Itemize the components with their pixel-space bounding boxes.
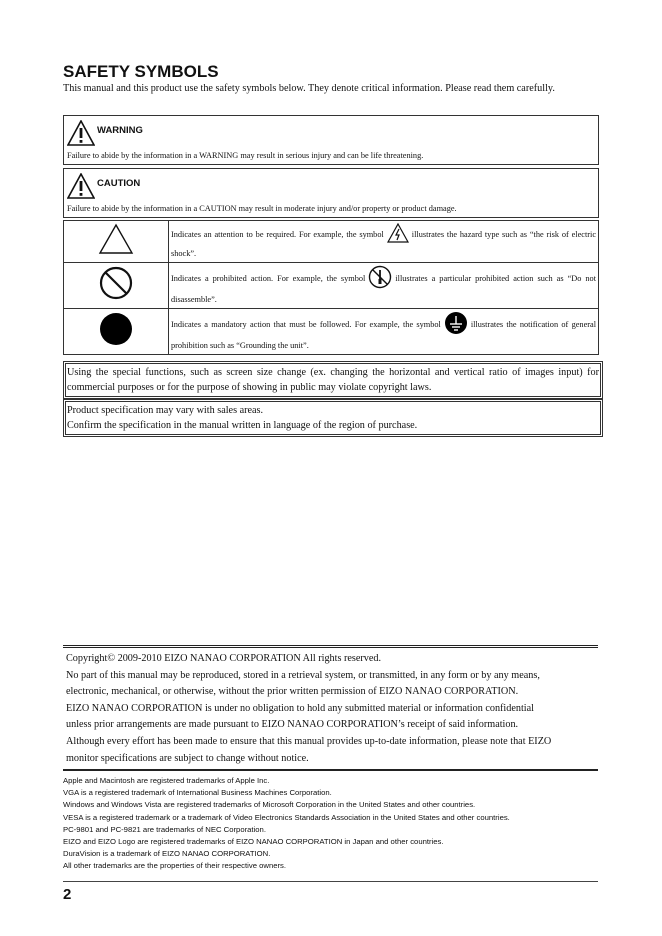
symbol-cell bbox=[64, 309, 169, 355]
symbol-description-text: illustrates a particular prohibited action such as “Do not disassemble”. bbox=[171, 273, 597, 304]
intro-text: This manual and this product use the safety symbols below. They denote critical information. Please read them carefully. bbox=[63, 83, 555, 94]
trademark-item: PC-9801 and PC-9821 are trademarks of NEC Corporation. bbox=[63, 824, 266, 834]
symbol-row-prohibited bbox=[64, 263, 599, 309]
caution-text: Failure to abide by the information in a CAUTION may result in moderate injury and/or property or product damage. bbox=[67, 204, 457, 213]
warning-text: Failure to abide by the information in a WARNING may result in serious injury and can be life threatening. bbox=[67, 151, 424, 160]
symbol-description-text: Indicates a mandatory action that must be followed. For example, the symbol bbox=[171, 319, 441, 329]
footer-divider bbox=[63, 881, 598, 882]
grounding-icon bbox=[444, 311, 468, 339]
warning-label: WARNING bbox=[97, 125, 143, 136]
attention-triangle-icon bbox=[98, 223, 134, 255]
spec-line-1: Product specification may vary with sales areas. bbox=[67, 405, 264, 416]
copyright-line: EIZO NANAO CORPORATION is under no obligation to hold any submitted material or information confidential bbox=[66, 702, 534, 714]
prohibited-circle-icon bbox=[98, 265, 134, 301]
copyright-line: unless prior arrangements are made pursuant to EIZO NANAO CORPORATION’s receipt of said information. bbox=[66, 719, 519, 731]
symbol-description-text: Indicates a prohibited action. For example, the symbol bbox=[171, 273, 366, 283]
symbols-table bbox=[63, 220, 599, 355]
symbol-description bbox=[169, 221, 599, 263]
caution-triangle-icon bbox=[67, 173, 95, 199]
copyright-line: electronic, mechanical, or otherwise, without the prior written permission of EIZO NANAO CORPORATION. bbox=[66, 686, 519, 698]
symbol-cell bbox=[64, 263, 169, 309]
copyright-line: Copyright© 2009-2010 EIZO NANAO CORPORATION All rights reserved. bbox=[66, 653, 382, 664]
trademark-item: All other trademarks are the properties of their respective owners. bbox=[63, 861, 287, 871]
symbol-row-attention bbox=[64, 221, 599, 263]
trademark-item: EIZO and EIZO Logo are registered trademarks of EIZO NANAO CORPORATION in Japan and other countries. bbox=[63, 837, 444, 847]
spec-line-2: Confirm the specification in the manual written in language of the region of purchase. bbox=[67, 420, 418, 431]
symbol-description-text: illustrates the notification of general prohibition such as “Grounding the unit”. bbox=[171, 319, 596, 350]
page-title: SAFETY SYMBOLS bbox=[63, 62, 219, 81]
mandatory-circle-icon bbox=[98, 311, 134, 347]
do-not-disassemble-icon bbox=[368, 265, 392, 293]
copyright-line: monitor specifications are subject to change without notice. bbox=[66, 752, 309, 764]
warning-triangle-icon bbox=[67, 120, 95, 146]
electric-shock-icon bbox=[387, 223, 409, 247]
warning-box bbox=[63, 115, 599, 165]
specification-notice bbox=[63, 399, 603, 437]
caution-box bbox=[63, 168, 599, 218]
symbol-cell bbox=[64, 221, 169, 263]
symbol-description bbox=[169, 309, 599, 355]
trademark-item: Apple and Macintosh are registered trademarks of Apple Inc. bbox=[63, 776, 270, 785]
copyright-block bbox=[63, 645, 598, 771]
symbol-description-text: Indicates an attention to be required. For example, the symbol bbox=[171, 229, 384, 239]
symbol-description-text: illustrates the hazard type such as “the risk of electric shock”. bbox=[171, 229, 596, 258]
caution-label: CAUTION bbox=[97, 178, 141, 189]
copyright-law-notice bbox=[63, 361, 603, 399]
trademark-item: DuraVision is a trademark of EIZO NANAO CORPORATION. bbox=[63, 849, 271, 859]
page-number: 2 bbox=[63, 886, 72, 903]
copyright-line: No part of this manual may be reproduced, stored in a retrieval system, or transmitted, in any form or by any means, bbox=[66, 669, 540, 681]
copyright-line: Although every effort has been made to ensure that this manual provides up-to-date information, please note that EIZO bbox=[66, 735, 552, 747]
trademark-item: VESA is a registered trademark or a trademark of Video Electronics Standards Association in the United States and other countries. bbox=[63, 812, 510, 822]
symbol-description bbox=[169, 263, 599, 309]
symbol-row-mandatory bbox=[64, 309, 599, 355]
trademarks-list bbox=[63, 775, 510, 873]
trademark-item: VGA is a registered trademark of International Business Machines Corporation. bbox=[63, 788, 332, 798]
trademark-item: Windows and Windows Vista are registered trademarks of Microsoft Corporation in the United States and other countries. bbox=[63, 800, 476, 810]
copyright-law-text: Using the special functions, such as screen size change (ex. changing the horizontal and vertical ratio of images input) for commercial purposes or for the purpose of showing in public may violate copyright laws. bbox=[67, 367, 599, 393]
